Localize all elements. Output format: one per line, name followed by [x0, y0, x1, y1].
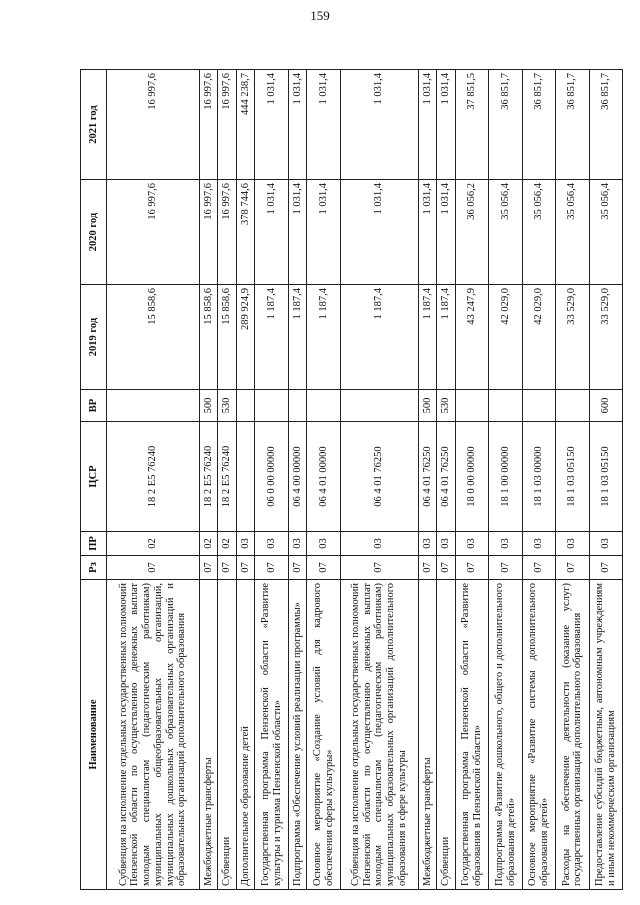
cell-2019: 33 529,0 — [556, 285, 589, 390]
cell-rz: 07 — [340, 556, 418, 580]
cell-name: Основное мероприятие «Создание условий для кадрового обеспечения сферы культуры» — [307, 580, 340, 890]
cell-vr — [255, 390, 288, 422]
header-2021: 2021 год — [81, 70, 107, 180]
table-row — [437, 70, 456, 890]
cell-2020: 1 031,4 — [340, 180, 418, 285]
header-vr: ВР — [81, 390, 107, 422]
cell-name: Субвенция на исполнение отдельных государственных полномочий Пензенской области по осуществлению денежных выплат молодым специалистам (педагогическим работникам) муниципальных общеобразовательных организаций, муниципальных дошкольных образовательных организаций и образовательных организаций дополнительного образования — [107, 580, 200, 890]
cell-pr: 03 — [489, 532, 522, 556]
cell-rz: 07 — [107, 556, 200, 580]
cell-csr: 18 1 03 05150 — [556, 422, 589, 532]
table-header-row — [81, 70, 107, 890]
cell-pr: 03 — [255, 532, 288, 556]
cell-2019: 42 029,0 — [522, 285, 555, 390]
header-2020: 2020 год — [81, 180, 107, 285]
cell-2021: 1 031,4 — [437, 70, 456, 180]
cell-pr: 03 — [556, 532, 589, 556]
cell-2020: 16 997,6 — [199, 180, 218, 285]
cell-csr: 18 2 E5 76240 — [107, 422, 200, 532]
cell-2021: 16 997,6 — [107, 70, 200, 180]
cell-2020: 1 031,4 — [418, 180, 437, 285]
cell-2020: 378 744,6 — [236, 180, 255, 285]
cell-2020: 35 056,4 — [589, 180, 622, 285]
cell-rz: 07 — [522, 556, 555, 580]
cell-rz: 07 — [418, 556, 437, 580]
cell-pr: 03 — [340, 532, 418, 556]
cell-csr: 18 2 E5 76240 — [199, 422, 218, 532]
cell-2021: 1 031,4 — [340, 70, 418, 180]
cell-csr: 18 1 03 00000 — [522, 422, 555, 532]
cell-name: Субвенции — [218, 580, 237, 890]
table-row — [199, 70, 218, 890]
cell-2021: 37 851,5 — [455, 70, 488, 180]
cell-csr: 06 4 01 76250 — [437, 422, 456, 532]
cell-2019: 1 187,4 — [418, 285, 437, 390]
cell-rz: 07 — [199, 556, 218, 580]
cell-2020: 16 997,6 — [218, 180, 237, 285]
header-name: Наименование — [81, 580, 107, 890]
cell-pr: 03 — [589, 532, 622, 556]
cell-2019: 15 858,6 — [199, 285, 218, 390]
table-row — [489, 70, 522, 890]
cell-2021: 444 238,7 — [236, 70, 255, 180]
cell-2021: 1 031,4 — [307, 70, 340, 180]
cell-2019: 1 187,4 — [340, 285, 418, 390]
table-row — [288, 70, 307, 890]
cell-name: Субвенция на исполнение отдельных государственных полномочий Пензенской области по осуществлению денежных выплат молодым специалистам (педагогическим работникам) муниципальных образовательных организаций дополнительного образования в сфере культуры — [340, 580, 418, 890]
cell-vr — [522, 390, 555, 422]
cell-csr — [236, 422, 255, 532]
table-row — [522, 70, 555, 890]
table-row — [307, 70, 340, 890]
table-row — [589, 70, 622, 890]
cell-name: Дополнительное образование детей — [236, 580, 255, 890]
cell-rz: 07 — [218, 556, 237, 580]
cell-csr: 18 1 03 05150 — [589, 422, 622, 532]
cell-2020: 1 031,4 — [255, 180, 288, 285]
cell-vr: 530 — [218, 390, 237, 422]
cell-2021: 1 031,4 — [418, 70, 437, 180]
budget-table — [80, 69, 623, 890]
cell-rz: 07 — [455, 556, 488, 580]
cell-name: Подпрограмма «Развитие дошкольного, общего и дополнительного образования детей» — [489, 580, 522, 890]
cell-pr: 03 — [437, 532, 456, 556]
page-number: 159 — [310, 8, 330, 23]
cell-2019: 33 529,0 — [589, 285, 622, 390]
cell-pr: 02 — [107, 532, 200, 556]
cell-vr — [307, 390, 340, 422]
table-row — [556, 70, 589, 890]
cell-2020: 1 031,4 — [307, 180, 340, 285]
cell-rz: 07 — [236, 556, 255, 580]
cell-name: Расходы на обеспечение деятельности (оказание услуг) государственных организаций дополнительного образования — [556, 580, 589, 890]
cell-pr: 03 — [455, 532, 488, 556]
table-row — [218, 70, 237, 890]
cell-csr: 18 0 00 00000 — [455, 422, 488, 532]
cell-vr — [556, 390, 589, 422]
cell-2020: 35 056,4 — [522, 180, 555, 285]
cell-pr: 03 — [236, 532, 255, 556]
cell-2020: 1 031,4 — [288, 180, 307, 285]
header-pr: ПР — [81, 532, 107, 556]
cell-2021: 16 997,6 — [199, 70, 218, 180]
header-rz: Рз — [81, 556, 107, 580]
cell-2021: 36 851,7 — [556, 70, 589, 180]
cell-rz: 07 — [589, 556, 622, 580]
cell-vr: 500 — [199, 390, 218, 422]
cell-name: Предоставление субсидий бюджетным, автономным учреждениям и иным некоммерческим организациям — [589, 580, 622, 890]
cell-2019: 42 029,0 — [489, 285, 522, 390]
cell-vr — [489, 390, 522, 422]
cell-vr — [236, 390, 255, 422]
cell-2019: 15 858,6 — [218, 285, 237, 390]
cell-pr: 03 — [288, 532, 307, 556]
cell-vr — [107, 390, 200, 422]
cell-2021: 36 851,7 — [589, 70, 622, 180]
cell-pr: 02 — [218, 532, 237, 556]
header-csr: ЦСР — [81, 422, 107, 532]
table-row — [107, 70, 200, 890]
cell-2020: 36 056,2 — [455, 180, 488, 285]
table-row — [455, 70, 488, 890]
cell-2020: 35 056,4 — [489, 180, 522, 285]
cell-vr — [288, 390, 307, 422]
table-row — [236, 70, 255, 890]
cell-rz: 07 — [556, 556, 589, 580]
cell-2021: 36 851,7 — [489, 70, 522, 180]
cell-pr: 03 — [307, 532, 340, 556]
header-2019: 2019 год — [81, 285, 107, 390]
cell-2019: 15 858,6 — [107, 285, 200, 390]
table-row — [340, 70, 418, 890]
cell-2021: 1 031,4 — [288, 70, 307, 180]
cell-pr: 03 — [522, 532, 555, 556]
cell-rz: 07 — [437, 556, 456, 580]
cell-pr: 03 — [418, 532, 437, 556]
cell-name: Межбюджетные трансферты — [418, 580, 437, 890]
cell-csr: 18 2 E5 76240 — [218, 422, 237, 532]
cell-name: Межбюджетные трансферты — [199, 580, 218, 890]
cell-2019: 1 187,4 — [255, 285, 288, 390]
cell-name: Государственная программа Пензенской области «Развитие культуры и туризма Пензенской области» — [255, 580, 288, 890]
cell-name: Государственная программа Пензенской области «Развитие образования в Пензенской области» — [455, 580, 488, 890]
cell-vr — [455, 390, 488, 422]
cell-2019: 1 187,4 — [307, 285, 340, 390]
rotated-table-container — [80, 70, 623, 890]
cell-2019: 289 924,9 — [236, 285, 255, 390]
cell-rz: 07 — [288, 556, 307, 580]
cell-2020: 1 031,4 — [437, 180, 456, 285]
table-row — [418, 70, 437, 890]
cell-2019: 1 187,4 — [437, 285, 456, 390]
cell-vr: 600 — [589, 390, 622, 422]
cell-2021: 16 997,6 — [218, 70, 237, 180]
cell-csr: 06 0 00 00000 — [255, 422, 288, 532]
cell-name: Основное мероприятие «Развитие системы дополнительного образования детей» — [522, 580, 555, 890]
cell-csr: 18 1 00 00000 — [489, 422, 522, 532]
cell-csr: 06 4 01 00000 — [307, 422, 340, 532]
cell-csr: 06 4 01 76250 — [418, 422, 437, 532]
table-row — [255, 70, 288, 890]
cell-2020: 16 997,6 — [107, 180, 200, 285]
cell-2021: 36 851,7 — [522, 70, 555, 180]
cell-vr: 530 — [437, 390, 456, 422]
cell-rz: 07 — [489, 556, 522, 580]
cell-2019: 43 247,9 — [455, 285, 488, 390]
cell-pr: 02 — [199, 532, 218, 556]
cell-2021: 1 031,4 — [255, 70, 288, 180]
cell-rz: 07 — [307, 556, 340, 580]
cell-2019: 1 187,4 — [288, 285, 307, 390]
cell-csr: 06 4 00 00000 — [288, 422, 307, 532]
cell-csr: 06 4 01 76250 — [340, 422, 418, 532]
cell-rz: 07 — [255, 556, 288, 580]
cell-name: Субвенции — [437, 580, 456, 890]
cell-name: Подпрограмма «Обеспечение условий реализации программы» — [288, 580, 307, 890]
cell-2020: 35 056,4 — [556, 180, 589, 285]
cell-vr — [340, 390, 418, 422]
cell-vr: 500 — [418, 390, 437, 422]
